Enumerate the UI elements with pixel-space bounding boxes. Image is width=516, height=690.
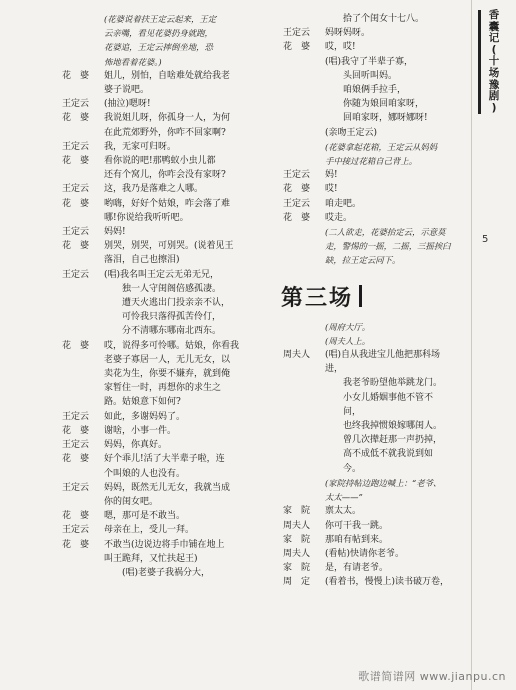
- sung-verse-line: 独一人守闺阁倍感孤凄。: [122, 283, 222, 294]
- dialogue-text: (亲吻王定云): [325, 127, 378, 138]
- dialogue-entry: [62, 97, 262, 111]
- site-watermark: 歌谱简谱网 www.jianpu.cn: [358, 670, 506, 683]
- speaker-name: 周夫人: [283, 350, 311, 361]
- stage-direction-line: (周府大厅。: [325, 321, 371, 332]
- dialogue-entry: [62, 339, 262, 410]
- running-title-char: 香: [488, 9, 500, 21]
- dialogue-entry: [283, 40, 463, 54]
- speaker-name: 花 婆: [62, 511, 90, 522]
- dialogue-entry: [62, 239, 262, 267]
- dialogue-entry: [62, 481, 262, 509]
- speaker-name: 周 定: [283, 577, 311, 588]
- dialogue-text: 哎走。: [325, 212, 353, 223]
- dialogue-text: 这，我乃是落难之人哪。: [104, 184, 204, 195]
- dialogue-entry: [62, 154, 262, 182]
- dialogue-text: 哎，哎!: [325, 42, 356, 53]
- speaker-name: 王定云: [62, 227, 90, 238]
- dialogue-text: 卖花为生，你要不嫌弃，就到俺: [104, 369, 231, 380]
- dialogue-entry: [283, 26, 463, 40]
- sung-verse-line: 问，: [343, 406, 362, 417]
- sung-verse-line: 小女儿婚姻事他不管不: [343, 392, 434, 403]
- dialogue-text: 我说姐儿呀，你孤身一人，为何: [104, 113, 231, 124]
- speaker-name: 花 婆: [283, 212, 311, 223]
- dialogue-text: (唱)自从我进宝儿他把那科场: [325, 350, 441, 361]
- running-title: [478, 10, 505, 114]
- dialogue-text: (看着书，慢慢上)读书破万卷，: [325, 577, 450, 588]
- dialogue-text: 婆子说吧。: [104, 85, 150, 96]
- dialogue-entry: [62, 140, 262, 154]
- dialogue-text: 进，: [325, 364, 344, 375]
- dialogue-entry: [283, 547, 463, 561]
- speaker-name: 花 婆: [62, 539, 90, 550]
- dialogue-text: 哪!你说给我听听吧。: [104, 212, 189, 223]
- dialogue-text: 哎!: [325, 184, 338, 195]
- dialogue-text: 家暂住一时，再想你的求生之: [104, 383, 222, 394]
- running-title-char: 记: [488, 32, 500, 45]
- dialogue-entry: [62, 509, 262, 523]
- stage-direction-line: 手中接过花箱自己背上。: [325, 156, 418, 167]
- sung-verse-line: 可怜我只落得孤苦伶仃，: [122, 312, 222, 323]
- dialogue-text: 嗯，那可是不敢当。: [104, 511, 186, 522]
- dialogue-entry: [283, 519, 463, 533]
- speaker-name: 王定云: [62, 482, 90, 493]
- page-number: 5: [482, 234, 489, 245]
- speaker-name: 花 婆: [62, 156, 90, 167]
- dialogue-text: 妈妈，你真好。: [104, 440, 168, 451]
- sung-verse-line: 分不清哪东哪南北西东。: [122, 326, 222, 337]
- dialogue-entry: [283, 533, 463, 547]
- sung-verse-line: 高不成低不就我说到如: [343, 449, 434, 460]
- sung-verse-line: 拾了个闺女十七八。: [343, 14, 425, 24]
- speaker-name: 家 院: [283, 506, 311, 517]
- speaker-name: 王定云: [283, 170, 311, 181]
- dialogue-text: 母亲在上，受儿一拜。: [104, 525, 195, 536]
- dialogue-entry: [62, 424, 262, 438]
- dialogue-text: 如此，多谢妈妈了。: [104, 411, 186, 422]
- running-title-char: 场: [488, 66, 500, 79]
- dialogue-text: 路。姑娘意下如何?: [104, 397, 181, 408]
- speaker-name: 王定云: [283, 198, 311, 209]
- dialogue-text: 别哭，别哭，可别哭。(说着见王: [104, 241, 234, 252]
- stage-direction-line: 走，警惕的一摇，二摇，三摇挨臼: [325, 241, 451, 252]
- dialogue-entry: [283, 168, 463, 182]
- dialogue-entry: [62, 452, 262, 480]
- speaker-name: 花 婆: [62, 425, 90, 436]
- stage-direction-line: 怖地看着花婆。): [104, 56, 162, 67]
- speaker-name: 王定云: [283, 28, 311, 39]
- sung-verse-line: 今。: [343, 463, 362, 474]
- dialogue-text: (唱)我名叫王定云无弟无兄，: [104, 269, 220, 280]
- sung-verse-line: 也终我掉惯娘嫁哪闺人。: [343, 421, 443, 432]
- dialogue-entry: [283, 561, 463, 575]
- dialogue-text: (抽泣)嗯呀!: [104, 99, 151, 110]
- dialogue-text: 妈妈，既然无儿无女，我就当成: [104, 482, 231, 493]
- dialogue-text: 是，有请老爷。: [325, 563, 389, 574]
- dialogue-text: 好个乖儿!活了大半辈子啦，连: [104, 454, 225, 465]
- dialogue-entry: [62, 538, 262, 566]
- scene-heading: [281, 284, 463, 314]
- sung-verse-line: 曾几次撵赶那一声扔掉，: [343, 435, 443, 446]
- dialogue-entry: [62, 523, 262, 537]
- stage-direction-line: 缺，拉王定云同下。: [325, 255, 401, 266]
- stage-direction-line: (二人欲走，花婆抬定云，示意莫: [325, 227, 446, 238]
- speaker-name: 家 院: [283, 534, 311, 545]
- dialogue-text: 谢啥，小事一件。: [104, 425, 177, 436]
- dialogue-entry: [283, 126, 463, 140]
- dialogue-text: 叫王跪拜，又忙扶起王): [104, 553, 198, 564]
- speaker-name: 王定云: [62, 184, 90, 195]
- dialogue-entry: [62, 111, 262, 139]
- dialogue-text: (看帖)快请你老爷。: [325, 548, 405, 559]
- dialogue-entry: [283, 348, 463, 376]
- speaker-name: 王定云: [62, 525, 90, 536]
- running-title-char: ): [491, 101, 497, 114]
- sung-verse-line: 头回听叫妈。: [343, 70, 398, 81]
- dialogue-text: 你可干我一跳。: [325, 520, 389, 531]
- dialogue-entry: [62, 197, 262, 225]
- stage-direction-line: (周夫人上。: [325, 335, 371, 346]
- dialogue-entry: [62, 182, 262, 196]
- running-title-char: (: [491, 43, 497, 56]
- dialogue-text: 妈呀妈呀。: [325, 28, 371, 39]
- speaker-name: 周夫人: [283, 548, 311, 559]
- dialogue-text: 个叫娘的人也没有。: [104, 468, 186, 479]
- dialogue-text: (唱)我守了半辈子寡，: [325, 56, 414, 67]
- dialogue-text: 哟嗨，好好个姑娘，咋会落了难: [104, 198, 231, 209]
- speaker-name: 花 婆: [62, 70, 90, 81]
- scene-title: 第三场: [281, 285, 354, 311]
- running-title-char: 囊: [488, 20, 500, 33]
- dialogue-entry: [62, 410, 262, 424]
- dialogue-entry: [62, 268, 262, 282]
- stage-direction-line: 花婆追，王定云摔倒坐地，恐: [104, 42, 213, 53]
- speaker-name: 花 婆: [62, 340, 90, 351]
- speaker-name: 花 婆: [283, 42, 311, 53]
- dialogue-text: 禀太太。: [325, 506, 362, 517]
- speaker-name: 家 院: [283, 563, 311, 574]
- stage-direction-line: (花婆说着扶王定云起来，王定: [104, 14, 217, 24]
- stage-direction-line: 太太——”: [325, 492, 363, 503]
- stage-direction-line: (花婆拿起花箱，王定云从妈妈: [325, 141, 438, 152]
- running-title-char: 十: [488, 55, 500, 68]
- dialogue-text: 你的闺女吧。: [104, 496, 159, 507]
- stage-direction-line: (家院持帖边跑边喊上：“老爷、: [325, 477, 442, 488]
- sung-verse-line: 回咱家呀，娜呀娜呀!: [343, 113, 428, 124]
- dialogue-entry: [62, 438, 262, 452]
- dialogue-entry: [62, 69, 262, 97]
- dialogue-text: 那咱有帖到来。: [325, 534, 389, 545]
- dialogue-entry: [283, 182, 463, 196]
- margin-rule: [471, 0, 472, 690]
- speaker-name: 花 婆: [62, 113, 90, 124]
- sung-verse-line: 遭天火逃出门投亲亲不认，: [122, 298, 231, 309]
- dialogue-text: 妈!: [325, 170, 338, 181]
- running-title-char: 剧: [488, 90, 500, 103]
- running-title-char: 豫: [488, 78, 500, 91]
- scene-heading-rule: [359, 285, 362, 307]
- sung-verse-line: 你随为娘回咱家呀，: [343, 99, 425, 110]
- dialogue-text: 姐儿，别怕，自啥难处就给我老: [104, 70, 231, 81]
- dialogue-entry: [283, 575, 463, 589]
- dialogue-text: 不敢当(边说边将手巾铺在地上: [104, 539, 225, 550]
- dialogue-entry: [283, 211, 463, 225]
- sung-verse-line: (唱)老婆子我祸分大，: [122, 567, 211, 578]
- dialogue-text: 我，无家可归呀。: [104, 141, 177, 152]
- sung-verse-line: 咱娘俩手拉手，: [343, 85, 407, 96]
- stage-direction-line: 云亲嘴，看见花婆扔身就跑，: [104, 28, 213, 39]
- speaker-name: 王定云: [62, 411, 90, 422]
- speaker-name: 花 婆: [62, 454, 90, 465]
- left-text-column: [62, 12, 262, 580]
- dialogue-text: 哎，说得多可怜哪。姑娘，你看我: [104, 340, 240, 351]
- speaker-name: 王定云: [62, 99, 90, 110]
- speaker-name: 花 婆: [62, 198, 90, 209]
- right-text-column: [283, 12, 463, 590]
- dialogue-text: 落泪，自己也擦泪): [104, 255, 180, 266]
- speaker-name: 王定云: [62, 440, 90, 451]
- speaker-name: 花 婆: [62, 241, 90, 252]
- speaker-name: 王定云: [62, 141, 90, 152]
- dialogue-text: 妈妈!: [104, 227, 126, 238]
- dialogue-entry: [283, 504, 463, 518]
- speaker-name: 花 婆: [283, 184, 311, 195]
- dialogue-entry: [62, 225, 262, 239]
- speaker-name: 王定云: [62, 269, 90, 280]
- sung-verse-line: 我老爷盼望他举跳龙门。: [343, 378, 443, 389]
- dialogue-text: 在此荒郊野外，你咋不回家啊?: [104, 127, 226, 138]
- dialogue-entry: [283, 55, 463, 69]
- dialogue-entry: [283, 197, 463, 211]
- dialogue-text: 看你说的吧!那鸭蚁小虫儿都: [104, 156, 216, 167]
- dialogue-text: 老婆子寡居一人，无儿无女，以: [104, 354, 231, 365]
- speaker-name: 周夫人: [283, 520, 311, 531]
- dialogue-text: 咱走吧。: [325, 198, 362, 209]
- dialogue-text: 还有个窝儿，你咋会没有家呀?: [104, 170, 226, 181]
